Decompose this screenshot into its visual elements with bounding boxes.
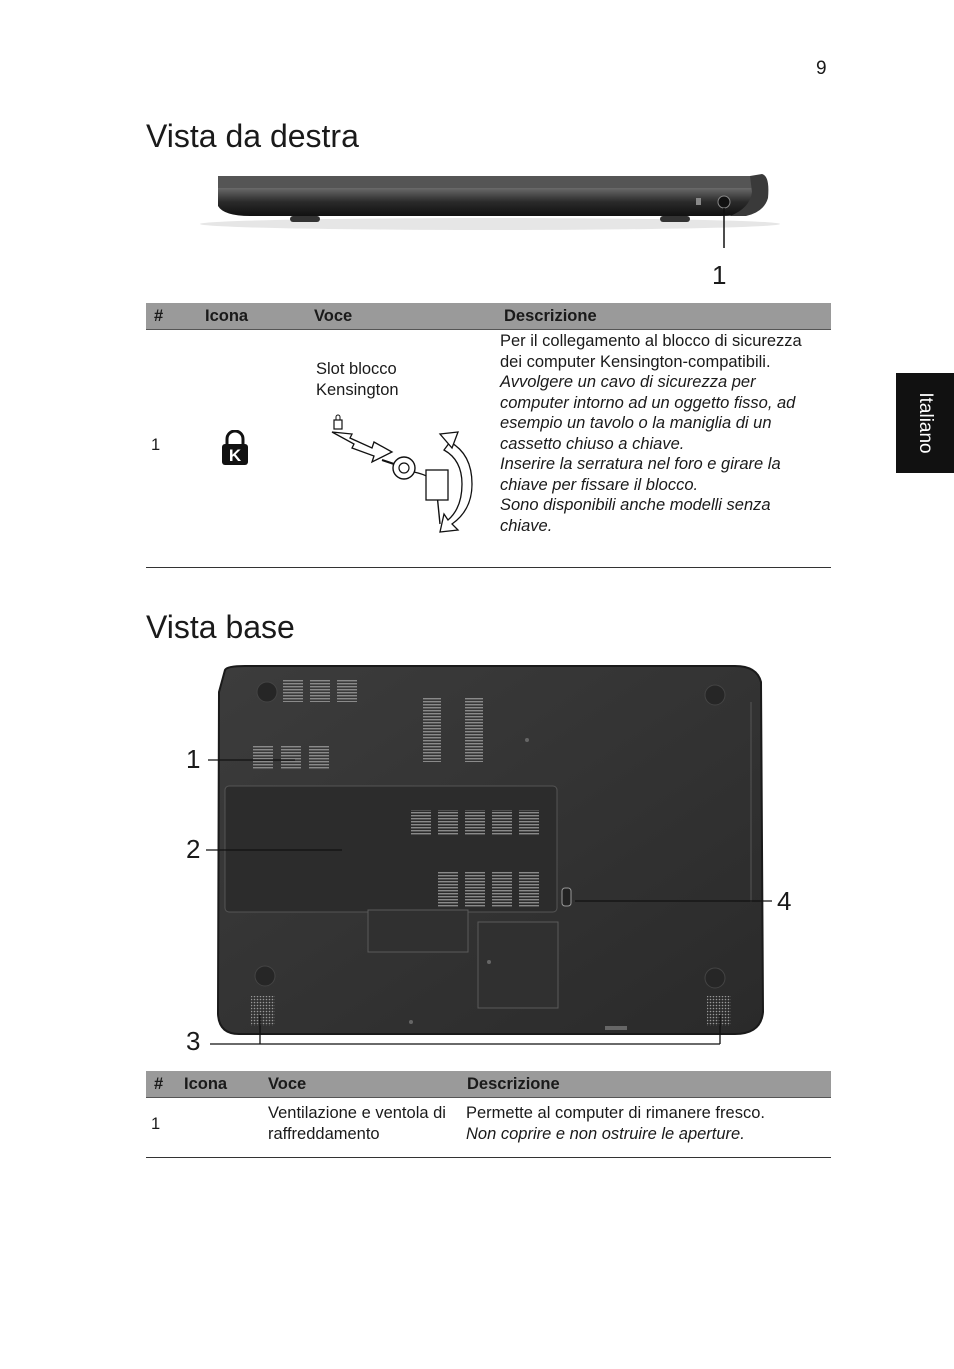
row-icon-cell <box>197 330 306 568</box>
table-header-row <box>146 303 831 330</box>
row-description-cell <box>459 1098 831 1158</box>
description-note-3: Sono disponibili anche modelli senza chiave. <box>500 496 771 535</box>
base-view-callout-1: 1 <box>186 744 201 774</box>
row-number: 1 <box>146 330 197 568</box>
base-view-callout-4: 4 <box>777 886 792 916</box>
base-view-callout-2: 2 <box>186 834 201 864</box>
header-icon: Icona <box>197 303 306 330</box>
header-description: Descrizione <box>459 1071 831 1098</box>
base-view-title: Vista base <box>146 609 295 645</box>
right-view-title: Vista da destra <box>146 118 359 154</box>
description-text: Permette al computer di rimanere fresco. <box>466 1104 765 1122</box>
description-note-1: Non coprire e non ostruire le aperture. <box>466 1124 745 1143</box>
kensington-lock-illustration <box>322 414 487 538</box>
base-view-table <box>146 1071 831 1158</box>
laptop-right-side-image <box>190 168 810 248</box>
base-view-leader-lines <box>200 750 780 1050</box>
header-icon: Icona <box>176 1071 260 1098</box>
header-description: Descrizione <box>496 303 831 330</box>
language-tab-label: Italiano <box>915 392 936 454</box>
description-note-1: Avvolgere un cavo di sicurezza per computer intorno ad un oggetto fisso, ad esempio un tavolo o la maniglia di un cassetto chiuso a chiave. <box>500 373 796 453</box>
row-item-label: Ventilazione e ventola di raffreddamento <box>260 1098 459 1158</box>
page-number: 9 <box>816 58 827 79</box>
row-item-label: Slot blocco Kensington <box>316 360 399 399</box>
table-header-row <box>146 1071 831 1098</box>
right-view-table <box>146 303 831 568</box>
kensington-lock-icon <box>220 430 250 466</box>
table-row <box>146 1098 831 1158</box>
row-number: 1 <box>146 1098 176 1158</box>
row-icon-cell <box>176 1098 260 1158</box>
row-item-cell <box>306 330 496 568</box>
language-tab <box>896 373 954 473</box>
description-text: Per il collegamento al blocco di sicurezza dei computer Kensington-compatibili. <box>500 332 802 371</box>
table-row <box>146 330 831 568</box>
base-view-callout-3: 3 <box>186 1026 201 1056</box>
right-view-callout-1: 1 <box>712 260 727 290</box>
svg-text:K: K <box>228 446 242 465</box>
header-item: Voce <box>306 303 496 330</box>
description-note-2: Inserire la serratura nel foro e girare la chiave per fissare il blocco. <box>500 455 781 494</box>
header-number: # <box>146 303 197 330</box>
header-item: Voce <box>260 1071 459 1098</box>
header-number: # <box>146 1071 176 1098</box>
row-description-cell <box>496 330 831 568</box>
